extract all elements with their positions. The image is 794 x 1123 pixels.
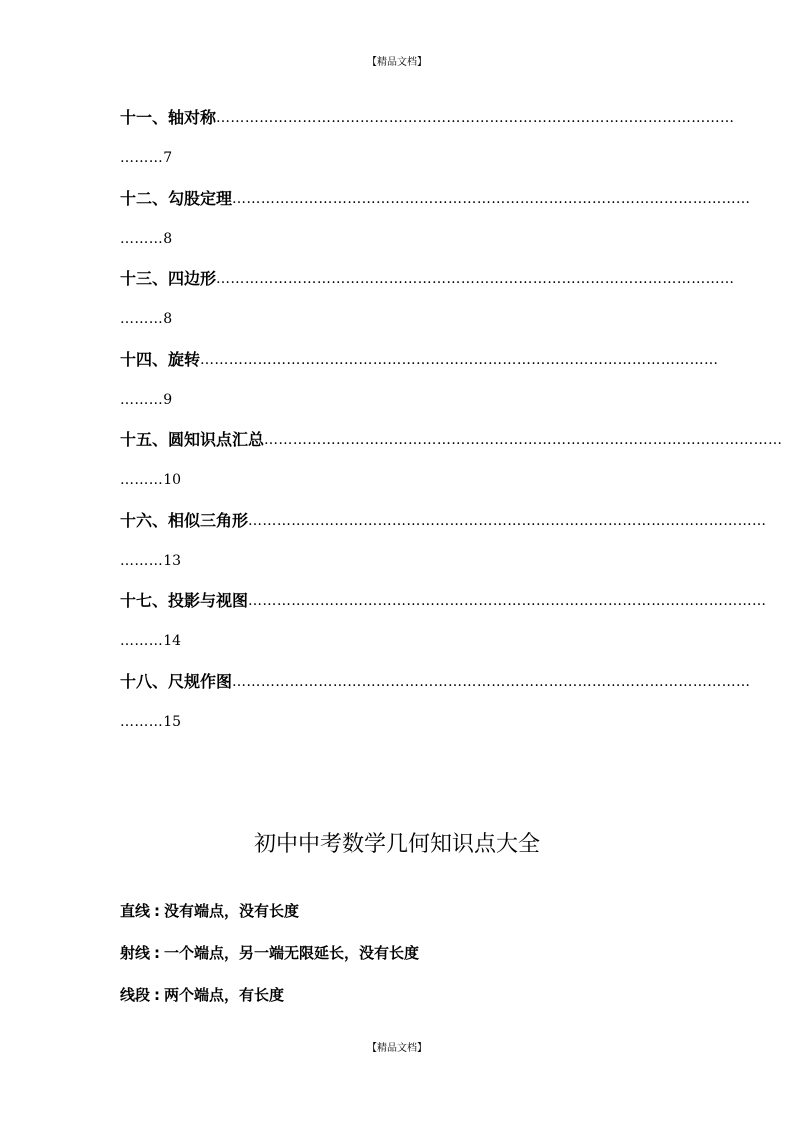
toc-leader: ……………………………………………………………………………………………… — [216, 271, 735, 287]
toc-leader-continuation: ……… — [120, 552, 164, 569]
toc-page-number: 8 — [163, 311, 173, 327]
toc-leader: ……………………………………………………………………………………………… — [200, 351, 719, 368]
toc-entry[interactable] — [120, 100, 735, 181]
toc-entry-title: 轴对称 — [168, 108, 217, 127]
definition-line — [120, 942, 419, 964]
toc-entry[interactable] — [120, 342, 719, 423]
toc-leader: ……………………………………………………………………………………………… — [216, 110, 735, 126]
definition-description: 两个端点，有长度 — [164, 986, 285, 1004]
toc-page-number: 7 — [163, 150, 173, 166]
toc-page-number: 15 — [163, 713, 182, 730]
toc-leader-continuation: ……… — [120, 311, 164, 327]
toc-entry-title: 四边形 — [168, 269, 217, 288]
definition-term: 射线 — [120, 944, 151, 962]
definition-separator: : — [154, 986, 161, 1004]
toc-entry-number: 十四、 — [120, 349, 169, 369]
toc-leader-continuation: ……… — [120, 391, 164, 408]
page-footer: 【精品文档】 — [367, 1043, 427, 1054]
definition-line — [120, 900, 299, 922]
toc-leader: ……………………………………………………………………………………………… — [232, 190, 751, 207]
document-title: 初中中考数学几何知识点大全 — [253, 832, 540, 857]
definition-line — [120, 984, 284, 1006]
definition-term: 线段 — [120, 986, 151, 1004]
definition-description: 没有端点，没有长度 — [164, 902, 300, 920]
toc-entry[interactable] — [120, 181, 751, 262]
toc-page-number: 14 — [163, 633, 182, 649]
toc-entry-number: 十七、 — [120, 591, 169, 610]
toc-entry[interactable] — [120, 664, 751, 745]
toc-entry-number: 十二、 — [120, 188, 169, 208]
toc-entry-number: 十八、 — [120, 671, 169, 691]
toc-page-number: 8 — [163, 230, 173, 247]
toc-entry[interactable] — [120, 422, 783, 503]
toc-leader-continuation: ……… — [120, 150, 164, 166]
toc-entry[interactable] — [120, 503, 767, 584]
toc-entry[interactable] — [120, 583, 767, 664]
toc-leader: ……………………………………………………………………………………………… — [248, 512, 767, 529]
toc-leader-continuation: ……… — [120, 230, 164, 247]
toc-entry-number: 十三、 — [120, 269, 169, 288]
toc-entry-title: 相似三角形 — [168, 510, 249, 530]
toc-entry[interactable] — [120, 261, 735, 342]
toc-entry-title: 勾股定理 — [168, 188, 233, 208]
table-of-contents — [120, 100, 783, 744]
toc-entry-title: 投影与视图 — [168, 591, 249, 610]
definition-description: 一个端点，另一端无限延长，没有长度 — [164, 944, 420, 962]
toc-leader-continuation: ……… — [120, 633, 164, 649]
toc-entry-title: 圆知识点汇总 — [168, 430, 265, 449]
toc-page-number: 9 — [163, 391, 173, 408]
toc-entry-number: 十一、 — [120, 108, 169, 127]
definition-term: 直线 — [120, 902, 151, 920]
page-header: 【精品文档】 — [367, 57, 427, 68]
toc-entry-number: 十六、 — [120, 510, 169, 530]
definition-separator: : — [154, 944, 161, 962]
toc-leader: ……………………………………………………………………………………………… — [264, 432, 783, 448]
toc-leader-continuation: ……… — [120, 472, 164, 488]
toc-leader-continuation: ……… — [120, 713, 164, 730]
toc-entry-number: 十五、 — [120, 430, 169, 449]
toc-page-number: 10 — [163, 472, 182, 488]
toc-leader: ……………………………………………………………………………………………… — [248, 593, 767, 609]
toc-leader: ……………………………………………………………………………………………… — [232, 673, 751, 690]
toc-page-number: 13 — [163, 552, 182, 569]
toc-entry-title: 旋转 — [168, 349, 201, 369]
definition-separator: : — [154, 902, 161, 920]
toc-entry-title: 尺规作图 — [168, 671, 233, 691]
